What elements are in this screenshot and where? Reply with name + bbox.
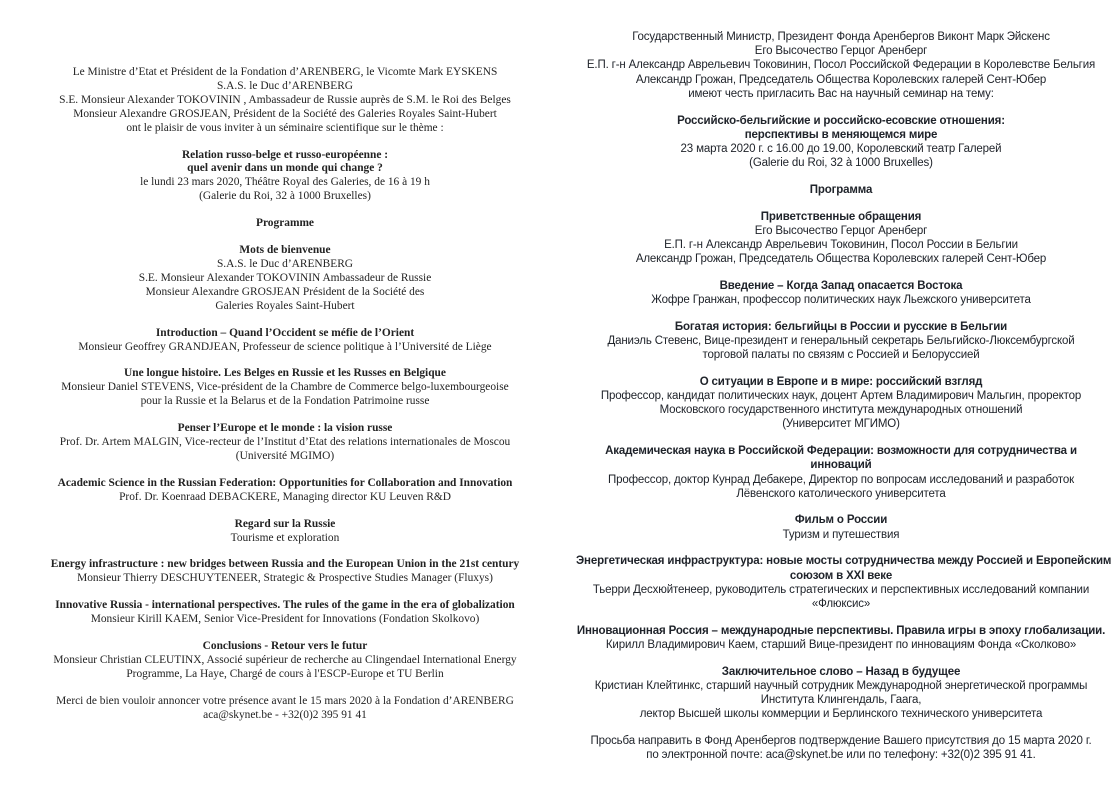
heading-line: quel avenir dans un monde qui change ? xyxy=(187,162,383,175)
program-block xyxy=(576,444,1106,501)
program-block xyxy=(30,640,540,682)
text-line: Государственный Министр, Президент Фонда Аренбергов Виконт Марк Эйскенс xyxy=(632,31,1050,43)
text-line: Просьба направить в Фонд Аренбергов подтверждение Вашего присутствия до 15 марта 2020 г. xyxy=(590,734,1092,747)
text-line: S.E. Monsieur Alexander TOKOVININ , Ambassadeur de Russie auprès de S.M. le Roi des Belges xyxy=(59,93,511,106)
text-line: Tourisme et exploration xyxy=(230,531,340,544)
text-line: Московского государственного института международных отношений xyxy=(659,404,1023,417)
heading-line: Academic Science in the Russian Federation: Opportunities for Collaboration and Innovation xyxy=(57,476,513,489)
text-line: Даниэль Стевенс, Вице-президент и генеральный секретарь Бельгийско-Люксембургской xyxy=(607,334,1075,347)
text-line: (Galerie du Roi, 32 à 1000 Bruxelles) xyxy=(199,190,371,203)
text-line: Его Высочество Герцог Аренберг xyxy=(754,45,928,58)
text-line: (Университет МГИМО) xyxy=(782,418,900,431)
text-line: Monsieur Daniel STEVENS, Vice-président de la Chambre de Commerce belgo-luxembourgeoise xyxy=(61,381,509,394)
text-line: (Université MGIMO) xyxy=(235,449,335,462)
text-line: (Galerie du Roi, 32 à 1000 Bruxelles) xyxy=(749,157,933,170)
heading-line: Penser l’Europe et le monde : la vision russe xyxy=(177,422,393,435)
text-line: торговой палаты по связям с Россией и Белоруссией xyxy=(702,349,980,362)
program-block xyxy=(30,422,540,464)
heading-line: Энергетическая инфраструктура: новые мосты сотрудничества между Россией и Европейским xyxy=(576,555,1112,568)
text-line: Prof. Dr. Artem MALGIN, Vice-recteur de l’Institut d’Etat des relations internationales de Moscou xyxy=(59,436,511,449)
program-block xyxy=(30,477,540,505)
text-line: Жофре Гранжан, профессор политических наук Льежского университета xyxy=(651,294,1031,307)
text-line: Кристиан Клейтинкс, старший научный сотрудник Международной энергетической программы xyxy=(594,679,1088,692)
text-line: Programme, La Haye, Chargé de cours à l'ESCP-Europe et TU Berlin xyxy=(126,667,444,680)
program-block xyxy=(30,558,540,586)
heading-line: Богатая история: бельгийцы в России и русские в Бельгии xyxy=(674,320,1008,333)
program-block xyxy=(576,30,1106,101)
program-block xyxy=(30,327,540,355)
program-block xyxy=(576,210,1106,267)
heading-line: Programme xyxy=(256,217,314,230)
program-block xyxy=(30,599,540,627)
text-line: S.A.S. le Duc d’ARENBERG xyxy=(216,257,354,270)
text-line: Профессор, доктор Кунрад Дебакере, Директор по вопросам исследований и разработок xyxy=(607,473,1075,486)
program-block xyxy=(30,367,540,409)
text-line: Prof. Dr. Koenraad DEBACKERE, Managing director KU Leuven R&D xyxy=(119,490,451,503)
text-line: ont le plaisir de vous inviter à un séminaire scientifique sur le thème : xyxy=(126,121,444,134)
program-block xyxy=(576,279,1106,307)
text-line: Лёвенского католического университета xyxy=(736,487,946,500)
text-line: Александр Грожан, Председатель Общества Королевских галерей Сент-Юбер xyxy=(635,73,1047,86)
text-line: Merci de bien vouloir annoncer votre présence avant le 15 mars 2020 à la Fondation d’ARENBERG xyxy=(56,694,514,707)
program-block xyxy=(576,320,1106,363)
heading-line: Introduction – Quand l’Occident se méfie de l’Orient xyxy=(155,326,415,339)
program-block xyxy=(30,518,540,546)
text-line: Monsieur Thierry DESCHUYTENEER, Strategic & Prospective Studies Manager (Fluxys) xyxy=(77,572,493,585)
program-block xyxy=(576,624,1106,652)
heading-line: союзом в XXI веке xyxy=(789,569,893,582)
heading-line: Innovative Russia - international perspectives. The rules of the game in the era of globalization xyxy=(55,599,515,612)
french-programme-page xyxy=(30,66,540,736)
text-line: Galeries Royales Saint-Hubert xyxy=(215,299,355,312)
heading-line: Приветственные обращения xyxy=(760,210,922,223)
text-line: Его Высочество Герцог Аренберг xyxy=(754,224,928,237)
program-block xyxy=(30,695,540,723)
heading-line: Conclusions - Retour vers le futur xyxy=(202,640,368,653)
text-line: Кирилл Владимирович Каем, старший Вице-президент по инновациям Фонда «Сколково» xyxy=(605,638,1077,651)
heading-line: Energy infrastructure : new bridges between Russia and the European Union in the 21st century xyxy=(50,558,520,571)
program-block xyxy=(30,149,540,205)
program-block xyxy=(576,513,1106,541)
text-line: Александр Грожан, Председатель Общества Королевских галерей Сент-Юбер xyxy=(635,253,1047,266)
text-line: Monsieur Kirill KAEM, Senior Vice-President for Innovations (Fondation Skolkovo) xyxy=(90,613,480,626)
text-line: Monsieur Christian CLEUTINX, Associé supérieur de recherche au Clingendael International Energy xyxy=(53,654,517,666)
text-line: Туризм и путешествия xyxy=(782,528,900,541)
text-line: pour la Russie et la Belarus et de la Fondation Patrimoine russe xyxy=(140,395,430,408)
heading-line: Программа xyxy=(809,183,873,196)
program-block xyxy=(576,734,1106,762)
text-line: по электронной почте: aca@skynet.be или по телефону: +32(0)2 395 91 41. xyxy=(646,749,1036,762)
text-line: 23 марта 2020 г. с 16.00 до 19.00, Королевский театр Галерей xyxy=(680,142,1002,155)
heading-line: Инновационная Россия – международные перспективы. Правила игры в эпоху глобализации. xyxy=(576,624,1106,637)
program-block xyxy=(576,665,1106,722)
text-line: Monsieur Alexandre GROSJEAN, Président de la Société des Galeries Royales Saint-Hubert xyxy=(73,107,497,120)
program-block xyxy=(576,183,1106,197)
text-line: Monsieur Geoffrey GRANDJEAN, Professeur de science politique à l’Université de Liège xyxy=(78,340,492,353)
heading-line: Академическая наука в Российской Федерации: возможности для сотрудничества и xyxy=(605,445,1077,458)
program-block xyxy=(30,244,540,314)
text-line: Le Ministre d’Etat et Président de la Fondation d’ARENBERG, le Vicomte Mark EYSKENS xyxy=(72,66,498,78)
program-block xyxy=(30,66,540,136)
heading-line: Фильм о России xyxy=(794,514,888,527)
program-block xyxy=(576,554,1112,611)
heading-line: Regard sur la Russie xyxy=(234,517,336,530)
russian-programme-page xyxy=(576,30,1112,775)
text-line: aca@skynet.be - +32(0)2 395 91 41 xyxy=(203,708,367,721)
text-line: лектор Высшей школы коммерции и Берлинского технического университета xyxy=(639,708,1043,721)
program-block xyxy=(576,114,1106,171)
text-line: Е.П. г-н Александр Аврельевич Токовинин, Посол Российской Федерации в Королевстве Бельгия xyxy=(586,59,1096,72)
heading-line: Заключительное слово – Назад в будущее xyxy=(721,665,961,678)
text-line: «Флюксис» xyxy=(811,598,871,610)
text-line: имеют честь пригласить Вас на научный семинар на тему: xyxy=(688,87,994,100)
heading-line: Mots de bienvenue xyxy=(239,244,331,257)
text-line: Monsieur Alexandre GROSJEAN Président de la Société des xyxy=(145,285,425,298)
text-line: Тьерри Десхюйтенеер, руководитель стратегических и перспективных исследований компании xyxy=(592,583,1090,596)
text-line: S.E. Monsieur Alexander TOKOVININ Ambassadeur de Russie xyxy=(138,271,432,284)
program-block xyxy=(576,375,1106,432)
heading-line: О ситуации в Европе и в мире: российский взгляд xyxy=(699,375,983,388)
text-line: Е.П. г-н Александр Аврельевич Токовинин, Посол России в Бельгии xyxy=(664,238,1018,251)
text-line: Института Клингендаль, Гаага, xyxy=(760,694,922,707)
heading-line: Введение – Когда Запад опасается Востока xyxy=(719,279,963,292)
text-line: Профессор, кандидат политических наук, доцент Артем Владимирович Мальгин, проректор xyxy=(600,390,1082,403)
heading-line: Une longue histoire. Les Belges en Russie et les Russes en Belgique xyxy=(124,367,446,380)
text-line: S.A.S. le Duc d’ARENBERG xyxy=(216,79,354,92)
heading-line: Relation russo-belge et russo-européenne : xyxy=(181,148,389,161)
heading-line: Российско-бельгийские и российско-есовские отношения: xyxy=(677,114,1005,127)
heading-line: перспективы в меняющемся мире xyxy=(744,128,938,141)
text-line: le lundi 23 mars 2020, Théâtre Royal des Galeries, de 16 à 19 h xyxy=(140,176,430,189)
heading-line: инноваций xyxy=(810,459,872,472)
program-block xyxy=(30,217,540,231)
